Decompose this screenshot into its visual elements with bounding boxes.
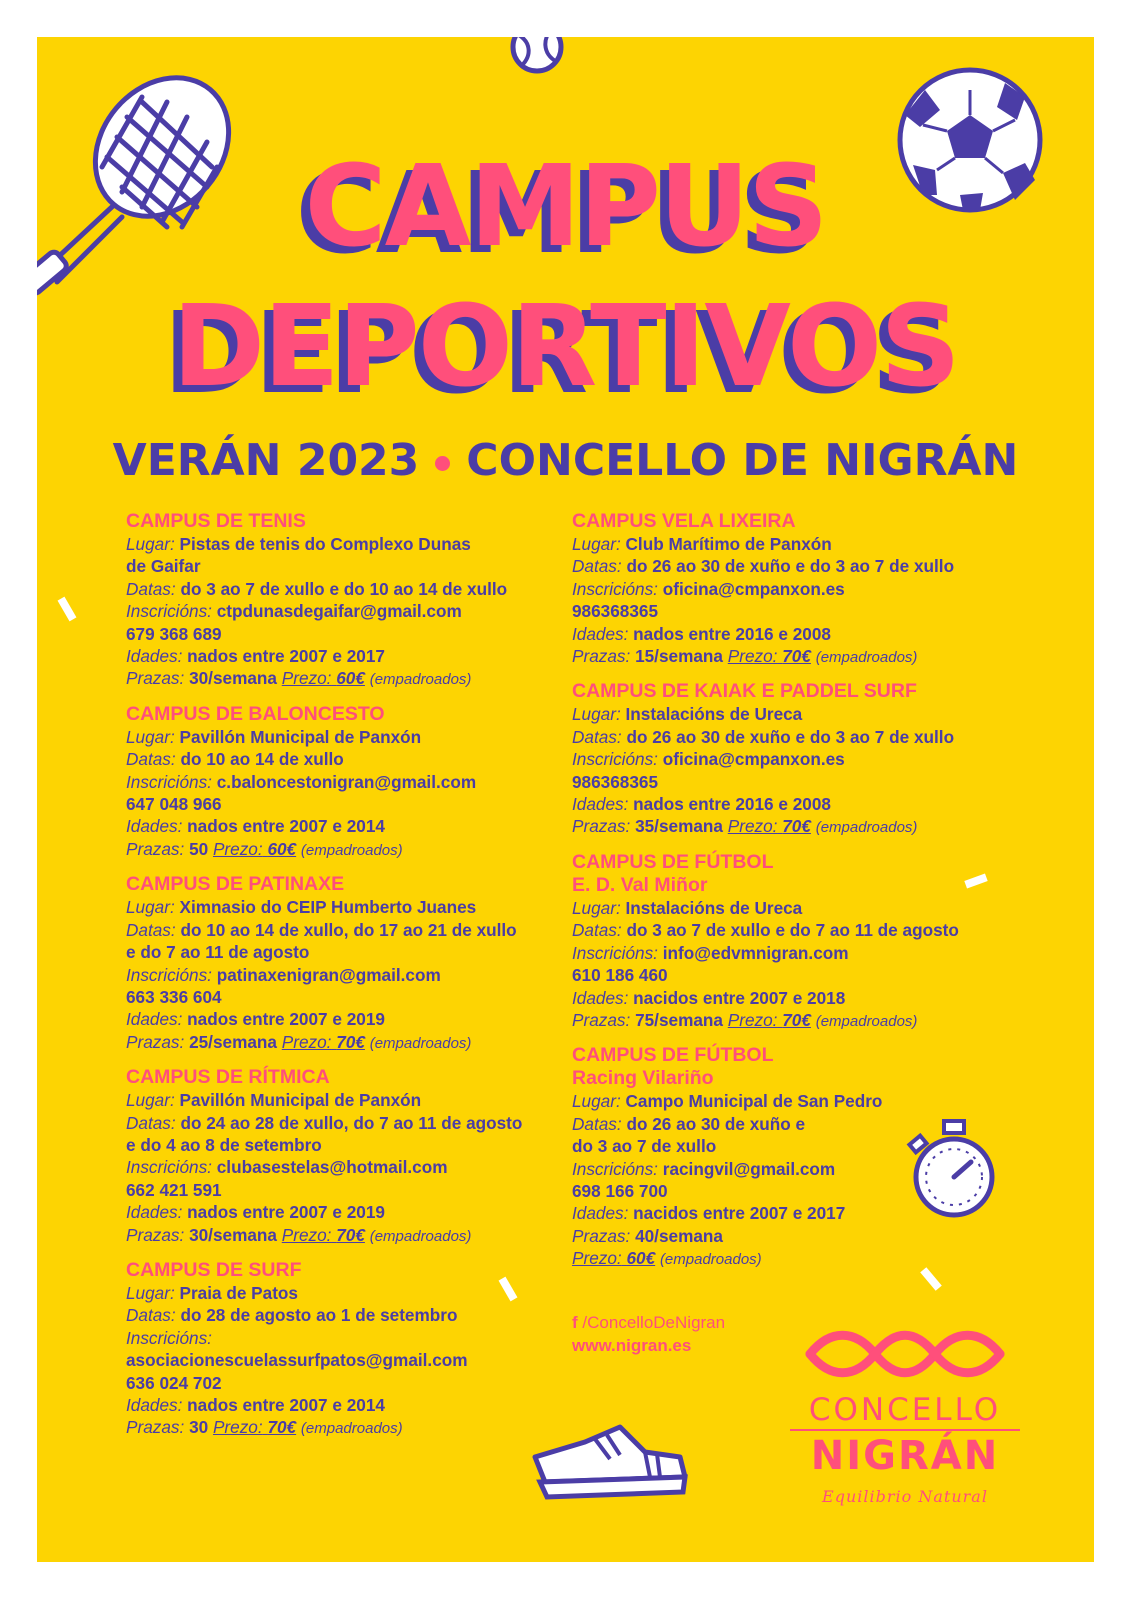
campus-futbol-racing: CAMPUS DE FÚTBOL Racing Vilariño Lugar: Campo Municipal de San Pedro Datas: do 26 ao 30 de xuño e do 3 ao 7 de xullo Inscricións: racingvil@gmail.com 698 166 700 Idades: nacidos entre 2007 e 2017 Prazas: 40/semana Prezo: 60€ (empadroados) [572,1044,1002,1271]
campus-title: CAMPUS DE KAIAK E PADDEL SURF [572,680,917,703]
phone-number[interactable]: 679 368 689 [126,623,222,644]
campus-club: Racing Vilariño [572,1067,714,1090]
logo-tagline: Equilibrio Natural [822,1487,988,1506]
campus-futbol-val-minor: CAMPUS DE FÚTBOL E. D. Val Miñor Lugar: Instalacións de Ureca Datas: do 3 ao 7 de xullo e do 7 ao 11 de agosto Inscricións: info@edvmnigran.com 610 186 460 Idades: nacidos entre 2007 e 2018 Prazas: 75/semana Prezo: 70€ (empadroados) [572,851,1002,1033]
email-link[interactable]: oficina@cmpanxon.es [662,578,845,599]
concello-logo [780,1319,1030,1506]
email-link[interactable]: ctpdunasdegaifar@gmail.com [216,601,462,622]
facebook-link[interactable]: /ConcelloDeNigran [582,1313,726,1332]
phone-number[interactable]: 986368365 [572,601,659,622]
subtitle-season: VERÁN 2023 [112,435,420,486]
subtitle [37,435,1094,486]
email-link[interactable]: patinaxenigran@gmail.com [216,964,441,985]
logo-wave-icon [800,1324,1010,1384]
left-column [126,510,576,1452]
campus-patinaxe: CAMPUS DE PATINAXE Lugar: Ximnasio do CEIP Humberto Juanes Datas: do 10 ao 14 de xullo, do 17 ao 21 de xullo e do 7 ao 11 de agosto Inscricións: patinaxenigran@gmail.com 663 336 604 Idades: nados entre 2007 e 2019 Prazas: 25/semana Prezo: 70€ (empadroados) [126,873,576,1055]
right-column [572,510,1002,1283]
campus-club: E. D. Val Miñor [572,873,708,896]
bullet-dot [435,456,450,471]
campus-baloncesto: CAMPUS DE BALONCESTO Lugar: Pavillón Municipal de Panxón Datas: do 10 ao 14 de xullo Inscricións: c.baloncestonigran@gmail.com 647 048 966 Idades: nados entre 2007 e 2014 Prazas: 50 Prezo: 60€ (empadroados) [126,703,576,862]
campus-title: CAMPUS DE BALONCESTO [126,702,385,725]
phone-number[interactable]: 610 186 460 [572,965,668,986]
phone-number[interactable]: 698 166 700 [572,1180,668,1201]
contact-block [572,1311,725,1357]
campus-vela-lixeira: CAMPUS VELA LIXEIRA Lugar: Club Marítimo de Panxón Datas: do 26 ao 30 de xuño e do 3 ao 7 de xullo Inscricións: oficina@cmpanxon.es 986368365 Idades: nados entre 2016 e 2008 Prazas: 15/semana Prezo: 70€ (empadroados) [572,510,1002,669]
email-link[interactable]: racingvil@gmail.com [662,1158,836,1179]
email-link[interactable]: info@edvmnigran.com [662,942,849,963]
email-link[interactable]: clubasestelas@hotmail.com [216,1157,448,1178]
campus-title: CAMPUS DE SURF [126,1258,302,1281]
logo-nigran: NIGRÁN [810,1433,1000,1479]
campus-title: CAMPUS VELA LIXEIRA [572,510,796,532]
phone-number[interactable]: 663 336 604 [126,986,222,1007]
phone-number[interactable]: 986368365 [572,771,659,792]
email-link[interactable]: asociacionescuelassurfpatos@gmail.com [126,1350,468,1371]
phone-number[interactable]: 636 024 702 [126,1372,222,1393]
campus-title: CAMPUS DE RÍTMICA [126,1066,330,1089]
campus-surf: CAMPUS DE SURF Lugar: Praia de Patos Datas: do 28 de agosto ao 1 de setembro Inscricións: asociacionescuelassurfpatos@gmail.com 636 024 702 Idades: nados entre 2007 e 2014 Prazas: 30 Prezo: 70€ (empadroados) [126,1259,576,1441]
campus-title: CAMPUS DE PATINAXE [126,873,345,896]
logo-concello: CONCELLO [808,1392,1002,1428]
title-line-1: CAMPUS [304,142,827,272]
phone-number[interactable]: 647 048 966 [126,794,222,815]
campus-title: CAMPUS DE TENIS [126,510,306,532]
website-link[interactable]: www.nigran.es [572,1336,692,1355]
campus-tenis: CAMPUS DE TENIS Lugar: Pistas de tenis do Complexo Dunas de Gaifar Datas: do 3 ao 7 de xullo e do 10 ao 14 de xullo Inscricións: ctpdunasdegaifar@gmail.com 679 368 689 Idades: nados entre 2007 e 2017 Prazas: 30/semana Prezo: 60€ (empadroados) [126,510,576,692]
email-link[interactable]: oficina@cmpanxon.es [662,749,845,770]
campus-title: CAMPUS DE FÚTBOL [572,850,774,873]
subtitle-council: CONCELLO DE NIGRÁN [466,435,1019,486]
phone-number[interactable]: 662 421 591 [126,1179,222,1200]
title-line-2: DEPORTIVOS [172,282,959,412]
poster [37,37,1094,1562]
campus-title: CAMPUS DE FÚTBOL [572,1044,774,1067]
facebook-icon: f [572,1313,578,1332]
campus-kaiak: CAMPUS DE KAIAK E PADDEL SURF Lugar: Instalacións de Ureca Datas: do 26 ao 30 de xuño e do 3 ao 7 de xullo Inscricións: oficina@cmpanxon.es 986368365 Idades: nados entre 2016 e 2008 Prazas: 35/semana Prezo: 70€ (empadroados) [572,680,1002,839]
email-link[interactable]: c.baloncestonigran@gmail.com [216,771,477,792]
campus-ritmica: CAMPUS DE RÍTMICA Lugar: Pavillón Municipal de Panxón Datas: do 24 ao 28 de xullo, do 7 ao 11 de agosto e do 4 ao 8 de setembro Inscricións: clubasestelas@hotmail.com 662 421 591 Idades: nados entre 2007 e 2019 Prazas: 30/semana Prezo: 70€ (empadroados) [126,1066,576,1248]
